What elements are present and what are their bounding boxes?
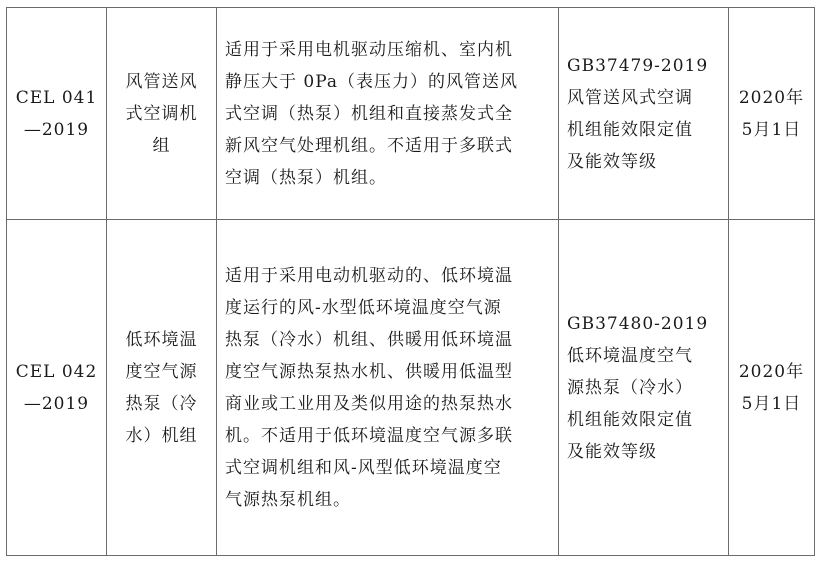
label-code-line: —2019 xyxy=(23,393,90,414)
scope-line: 气源热泵机组。 xyxy=(225,489,351,510)
scope-line: 式空调机组和风-风型低环境温度空 xyxy=(225,457,502,478)
date-line: 2020年 xyxy=(738,87,805,108)
effective-date-cell xyxy=(729,220,815,556)
regulation-table xyxy=(6,7,815,556)
standard-line: 机组能效限定值 xyxy=(567,409,693,430)
scope-line: 新风空气处理机组。不适用于多联式 xyxy=(225,135,513,156)
standard-line: 及能效等级 xyxy=(567,441,657,462)
standard-code: GB37480-2019 xyxy=(567,313,709,334)
label-code-line: CEL 042 xyxy=(15,361,98,382)
label-code-cell xyxy=(7,220,107,556)
standard-line: 低环境温度空气 xyxy=(567,345,693,366)
product-line: 水）机组 xyxy=(125,425,198,446)
scope-line: 机。不适用于低环境温度空气源多联 xyxy=(225,425,513,446)
product-line: 式空调机 xyxy=(125,103,198,124)
label-code-line: —2019 xyxy=(23,119,90,140)
standard-cell xyxy=(559,220,729,556)
standard-line: 机组能效限定值 xyxy=(567,119,693,140)
product-cell xyxy=(107,220,217,556)
label-code-line: CEL 041 xyxy=(15,87,98,108)
scope-line: 商业或工业用及类似用途的热泵热水 xyxy=(225,393,513,414)
scope-line: 热泵（冷水）机组、供暖用低环境温 xyxy=(225,329,513,350)
scope-line: 静压大于 0Pa（表压力）的风管送风 xyxy=(225,71,519,92)
scope-line: 式空调（热泵）机组和直接蒸发式全 xyxy=(225,103,513,124)
date-line: 2020年 xyxy=(738,361,805,382)
scope-line: 度空气源热泵热水机、供暖用低温型 xyxy=(225,361,513,382)
label-code-cell xyxy=(7,8,107,220)
product-line: 低环境温 xyxy=(125,329,198,350)
product-line: 度空气源 xyxy=(125,361,198,382)
date-line: 5月1日 xyxy=(741,119,802,140)
product-line: 组 xyxy=(152,135,171,156)
scope-line: 适用于采用电机驱动压缩机、室内机 xyxy=(225,39,513,60)
product-line: 风管送风 xyxy=(125,71,198,92)
table-row xyxy=(7,220,815,556)
product-line: 热泵（冷 xyxy=(125,393,198,414)
table-row xyxy=(7,8,815,220)
standard-code: GB37479-2019 xyxy=(567,55,709,76)
effective-date-cell xyxy=(729,8,815,220)
scope-cell xyxy=(217,8,559,220)
product-cell xyxy=(107,8,217,220)
standard-line: 风管送风式空调 xyxy=(567,87,693,108)
scope-line: 度运行的风-水型低环境温度空气源 xyxy=(225,297,502,318)
scope-line: 适用于采用电动机驱动的、低环境温 xyxy=(225,265,513,286)
scope-cell xyxy=(217,220,559,556)
standard-line: 及能效等级 xyxy=(567,151,657,172)
date-line: 5月1日 xyxy=(741,393,802,414)
scope-line: 空调（热泵）机组。 xyxy=(225,167,387,188)
standard-cell xyxy=(559,8,729,220)
standard-line: 源热泵（冷水） xyxy=(567,377,693,398)
